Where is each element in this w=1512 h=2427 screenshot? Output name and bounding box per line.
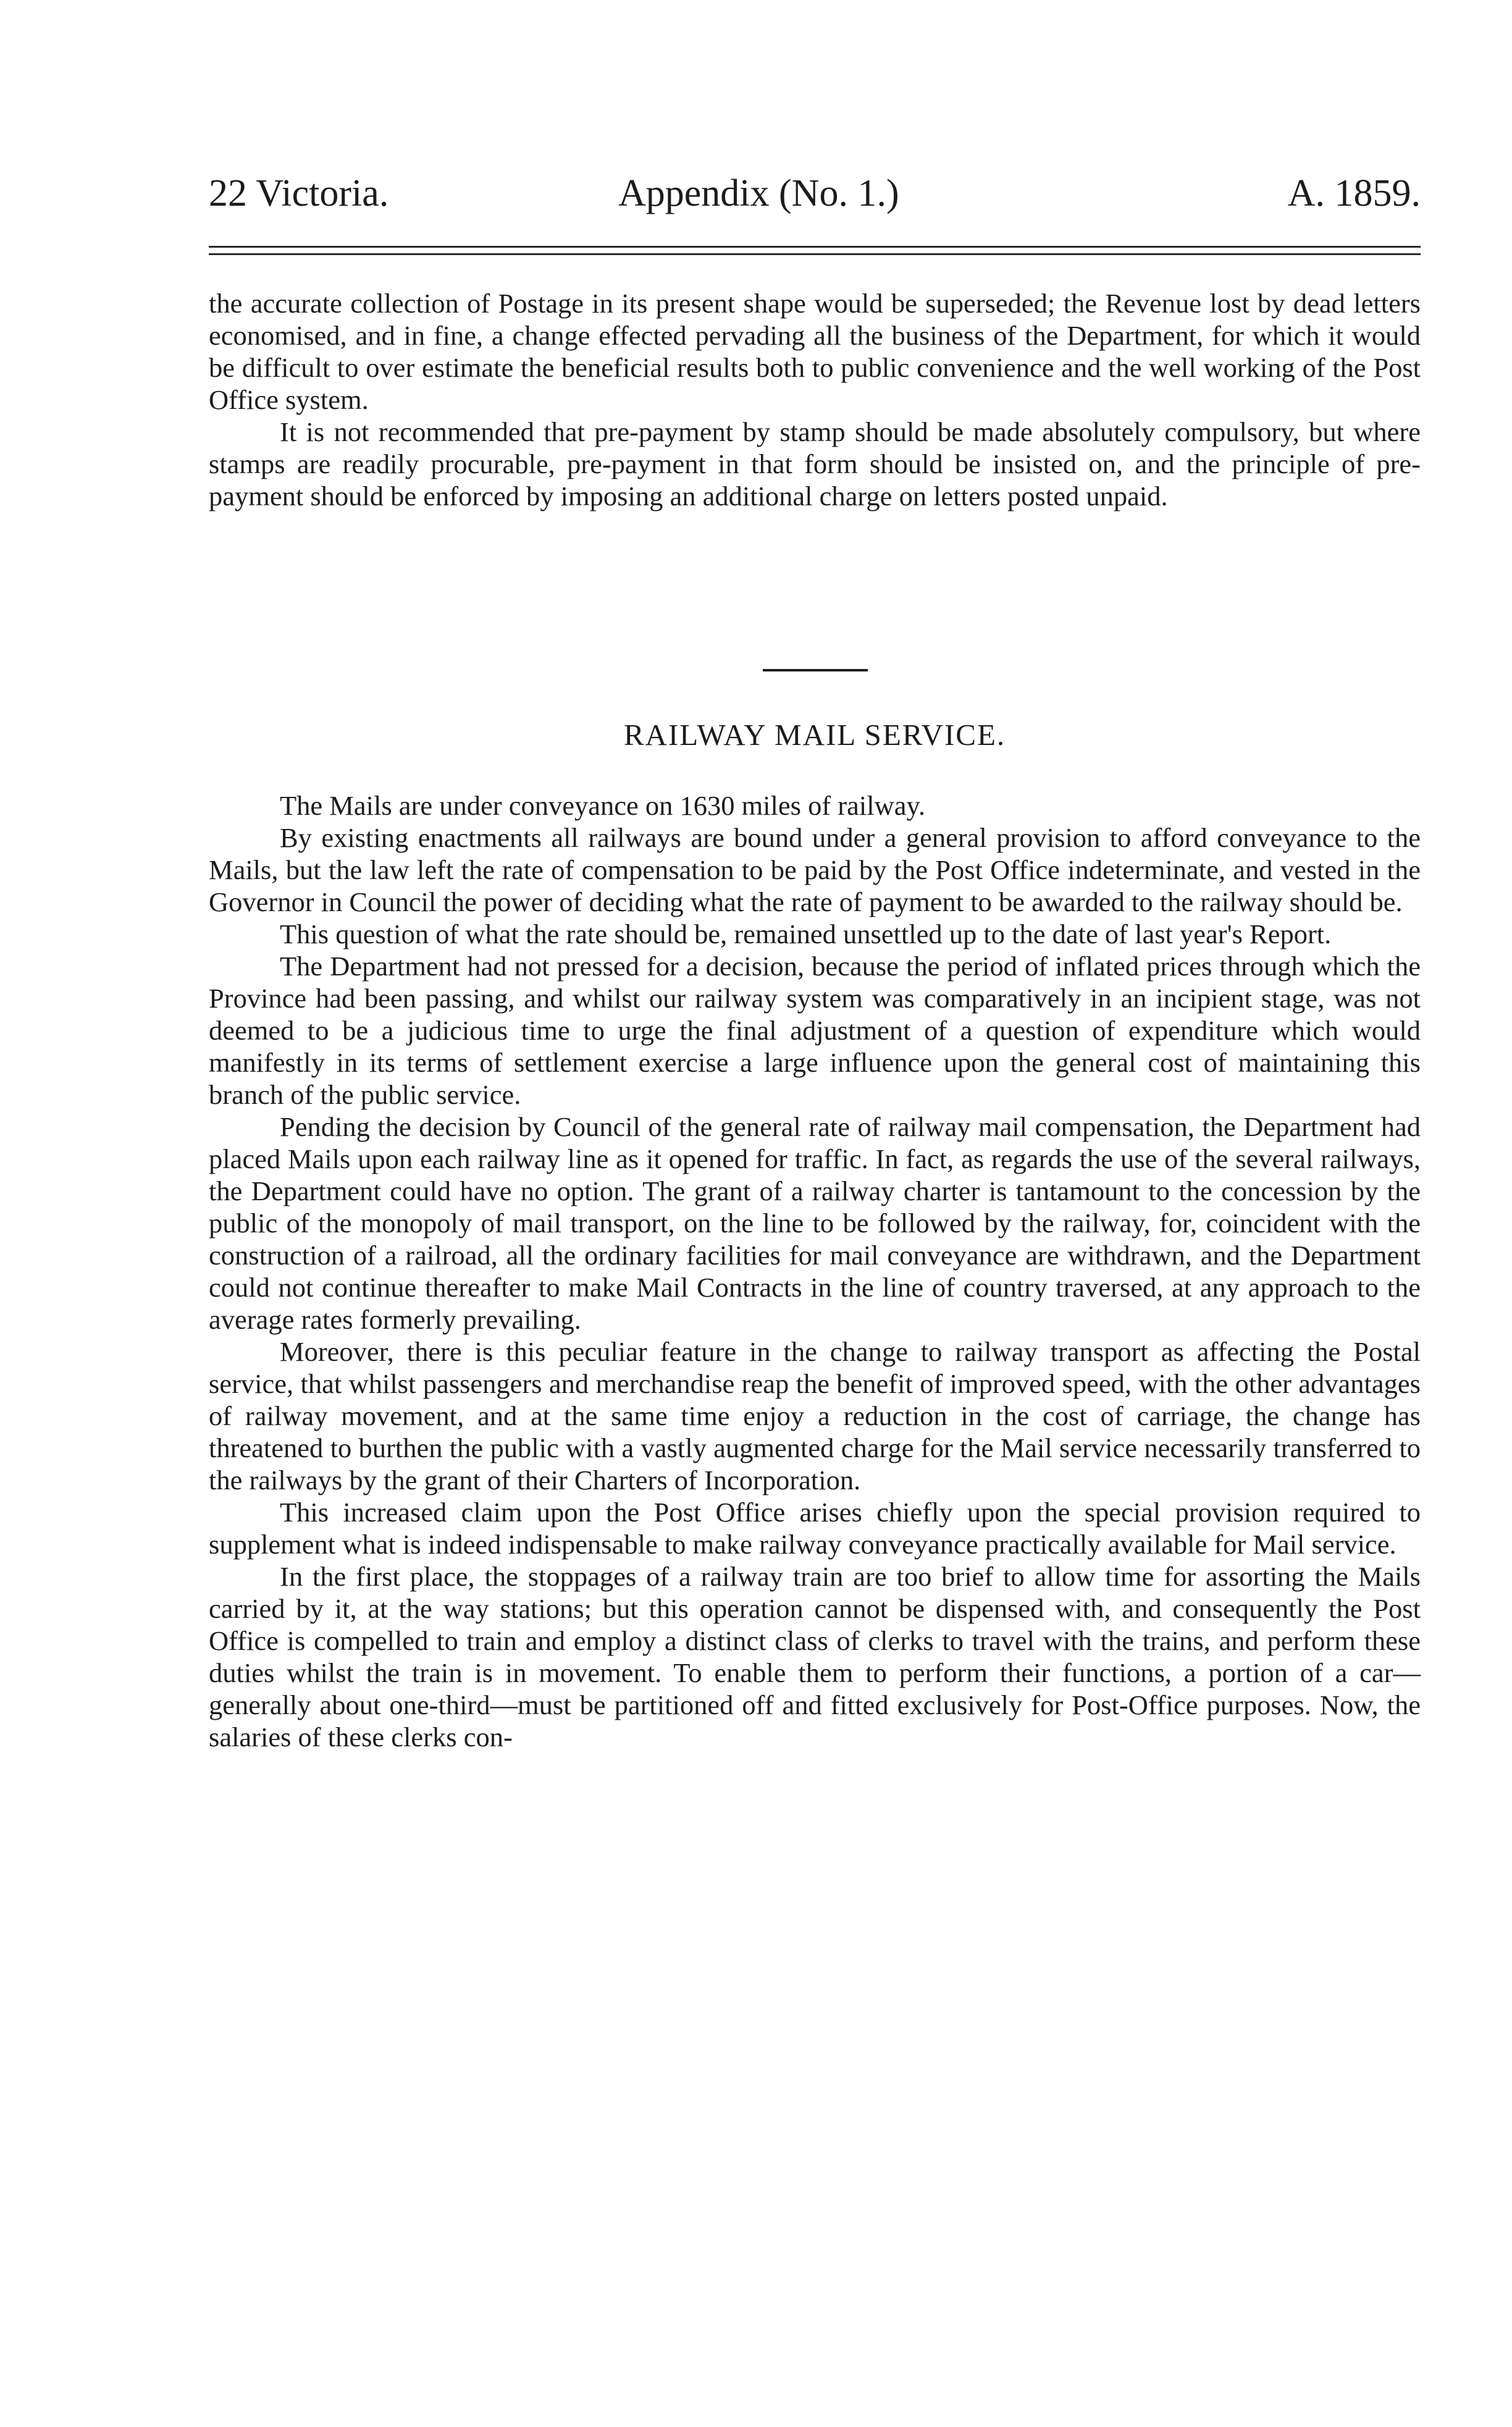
section-paragraph: The Mails are under conveyance on 1630 miles of railway. [280, 790, 925, 821]
intro-paragraph: It is not recommended that pre-payment by stamp should be made absolutely compulsory, but where stamps are readily procurable, pre-payment in that form should be insisted on, and the principle of pre-payment should be enforced by imposing an additional charge on letters posted unpaid. [209, 416, 1421, 511]
section-paragraph: This question of what the rate should be, remained unsettled up to the date of last year's Report. [280, 919, 1332, 949]
section-body [209, 789, 1421, 1753]
section-paragraph: Pending the decision by Council of the general rate of railway mail compensation, the Department had placed Mails upon each railway line as it opened for traffic. In fact, as regards the use of the several railways, the Department could have no option. The grant of a railway charter is tantamount to the concession by the public of the monopoly of mail transport, on the line to be followed by the railway, for, coincident with the construction of a railroad, all the ordinary facilities for mail conveyance are withdrawn, and the Department could not continue thereafter to make Mail Contracts in the line of country traversed, at any approach to the average rates formerly prevailing. [209, 1111, 1421, 1335]
page-header [209, 166, 1421, 221]
section-paragraph: Moreover, there is this peculiar feature in the change to railway transport as affecting the Postal service, that whilst passengers and merchandise reap the benefit of improved speed, with the other advantages of railway movement, and at the same time enjoy a reduction in the cost of carriage, the change has threatened to burthen the public with a vastly augmented charge for the Mail service necessarily transferred to the railways by the grant of their Charters of Incorporation. [209, 1336, 1421, 1495]
header-rule-top [209, 246, 1421, 248]
section-paragraph: This increased claim upon the Post Office arises chiefly upon the special provision required to supplement what is indeed indispensable to make railway conveyance practically available for Mail service. [209, 1497, 1421, 1560]
intro-text [209, 287, 1421, 512]
section-divider [763, 669, 868, 671]
section-paragraph: By existing enactments all railways are bound under a general provision to afford conveyance to the Mails, but the law left the rate of compensation to be paid by the Post Office indeterminate, and vested in the Governor in Council the power of deciding what the rate of payment to be awarded to the railway should be. [209, 822, 1421, 917]
header-rule-bottom [209, 253, 1421, 255]
intro-paragraph: the accurate collection of Postage in its present shape would be superseded; the Revenue lost by dead letters economised, and in fine, a change effected pervading all the business of the Department, for which it would be difficult to over estimate the beneficial results both to public convenience and the well working of the Post Office system. [209, 288, 1421, 415]
header-appendix: Appendix (No. 1.) [618, 172, 899, 214]
section-title: RAILWAY MAIL SERVICE. [623, 718, 1006, 752]
header-session: 22 Victoria. [209, 172, 389, 214]
header-year: A. 1859. [1287, 172, 1421, 214]
section-paragraph: The Department had not pressed for a decision, because the period of inflated prices through which the Province had been passing, and whilst our railway system was comparatively in an incipient stage, was not deemed to be a judicious time to urge the final adjustment of a question of expenditure which would manifestly in its terms of settlement exercise a large influence upon the general cost of maintaining this branch of the public service. [209, 951, 1421, 1110]
section-paragraph: In the first place, the stoppages of a railway train are too brief to allow time for assorting the Mails carried by it, at the way stations; but this operation cannot be dispensed with, and consequently the Post Office is compelled to train and employ a distinct class of clerks to travel with the trains, and perform these duties whilst the train is in movement. To enable them to perform their functions, a portion of a car—generally about one-third—must be partitioned off and fitted exclusively for Post-Office purposes. Now, the salaries of these clerks con- [209, 1561, 1421, 1752]
